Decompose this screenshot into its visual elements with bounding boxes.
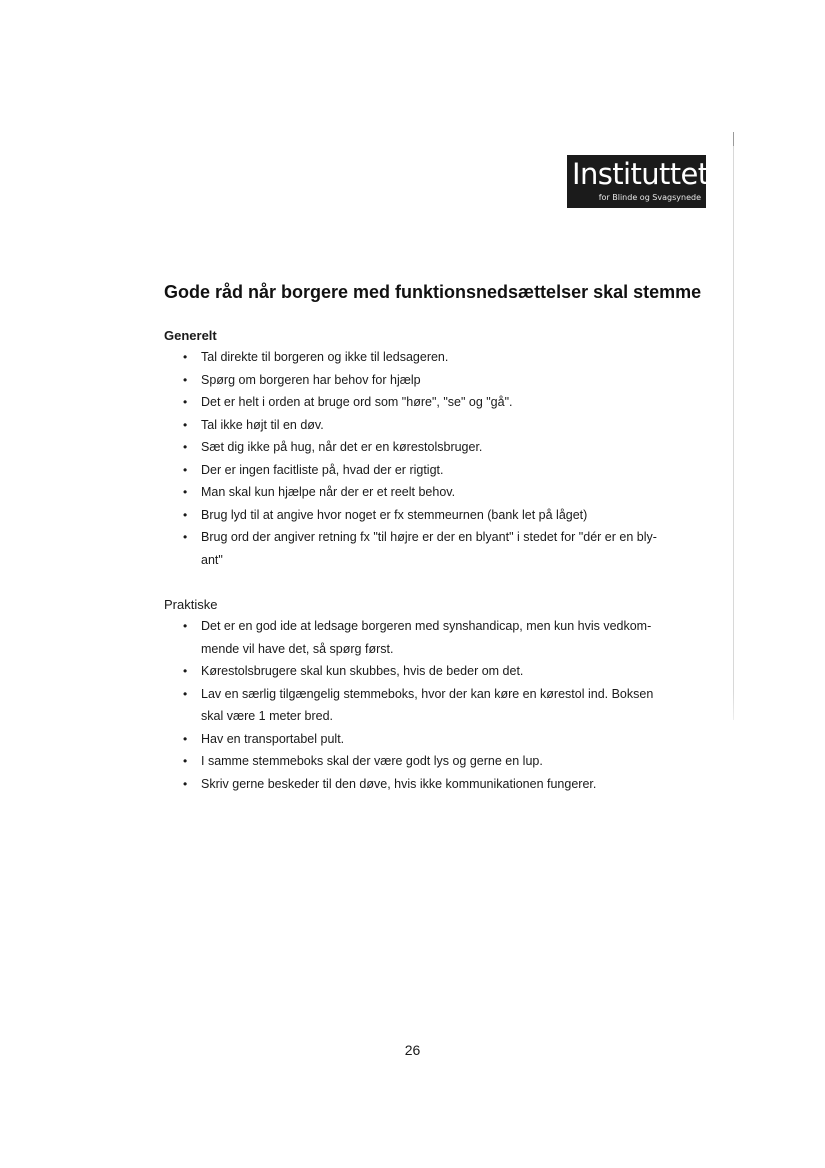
list-item — [164, 414, 674, 437]
list-item-text: Det er en god ide at ledsage borgeren med synshandicap, men kun hvis vedkom-mende vil have det, så spørg først. — [201, 619, 652, 656]
list-item — [164, 615, 674, 660]
logo-name: Instituttet — [572, 157, 709, 191]
bullet-icon: • — [183, 440, 188, 454]
list-item-text: Sæt dig ikke på hug, når det er en kørestolsbruger. — [201, 440, 483, 454]
bullet-icon: • — [183, 619, 188, 633]
section-heading-praktiske: Praktiske — [164, 597, 218, 612]
bullet-icon: • — [183, 485, 188, 499]
page-title: Gode råd når borgere med funktionsnedsættelser skal stemme — [164, 282, 702, 302]
list-item-text: Tal ikke højt til en døv. — [201, 417, 324, 432]
list-item — [164, 391, 674, 414]
list-item — [164, 436, 674, 459]
page-number: 26 — [404, 1042, 421, 1058]
list-item-text: Brug ord der angiver retning fx "til højre er der en blyant" i stedet for "dér er en bly-ant" — [201, 530, 657, 567]
logo-subtitle: for Blinde og Svagsynede — [598, 193, 701, 202]
bullet-icon: • — [183, 754, 188, 768]
bullet-icon: • — [183, 395, 188, 409]
list-item-text: Lav en særlig tilgængelig stemmeboks, hvor der kan køre en kørestol ind. Boksen skal være 1 meter bred. — [201, 686, 654, 723]
bullet-icon: • — [183, 417, 188, 432]
list-item-text: Kørestolsbrugere skal kun skubbes, hvis de beder om det. — [201, 664, 524, 678]
bullet-icon: • — [183, 731, 188, 746]
list-item — [164, 660, 674, 683]
bullet-icon: • — [183, 350, 188, 364]
list-item — [164, 773, 674, 796]
list-item — [164, 504, 674, 527]
bullet-icon: • — [183, 686, 188, 701]
section-heading-generelt: Generelt — [164, 328, 217, 343]
list-item-text: I samme stemmeboks skal der være godt lys og gerne en lup. — [201, 754, 543, 768]
list-item-text: Skriv gerne beskeder til den døve, hvis ikke kommunikationen fungerer. — [201, 776, 597, 791]
list-item-text: Brug lyd til at angive hvor noget er fx stemmeurnen (bank let på låget) — [201, 507, 588, 522]
list-praktiske — [164, 615, 674, 795]
list-item — [164, 459, 674, 482]
list-item-text: Man skal kun hjælpe når der er et reelt behov. — [201, 485, 456, 499]
list-item-text: Hav en transportabel pult. — [201, 731, 345, 746]
scan-edge-line — [733, 132, 734, 720]
list-generelt — [164, 346, 674, 571]
list-item — [164, 481, 674, 504]
bullet-icon: • — [183, 507, 188, 522]
list-item-text: Tal direkte til borgeren og ikke til ledsageren. — [201, 350, 449, 364]
list-item-text: Det er helt i orden at bruge ord som "høre", "se" og "gå". — [201, 395, 513, 409]
list-item-text: Spørg om borgeren har behov for hjælp — [201, 372, 421, 387]
bullet-icon: • — [183, 462, 188, 477]
list-item — [164, 750, 674, 773]
bullet-icon: • — [183, 776, 188, 791]
bullet-icon: • — [183, 372, 188, 387]
bullet-icon: • — [183, 664, 188, 678]
list-item — [164, 346, 674, 369]
list-item — [164, 683, 674, 728]
institute-logo — [567, 155, 709, 208]
list-item — [164, 728, 674, 751]
list-item — [164, 526, 674, 571]
list-item — [164, 369, 674, 392]
bullet-icon: • — [183, 530, 188, 544]
list-item-text: Der er ingen facitliste på, hvad der er rigtigt. — [201, 462, 444, 477]
